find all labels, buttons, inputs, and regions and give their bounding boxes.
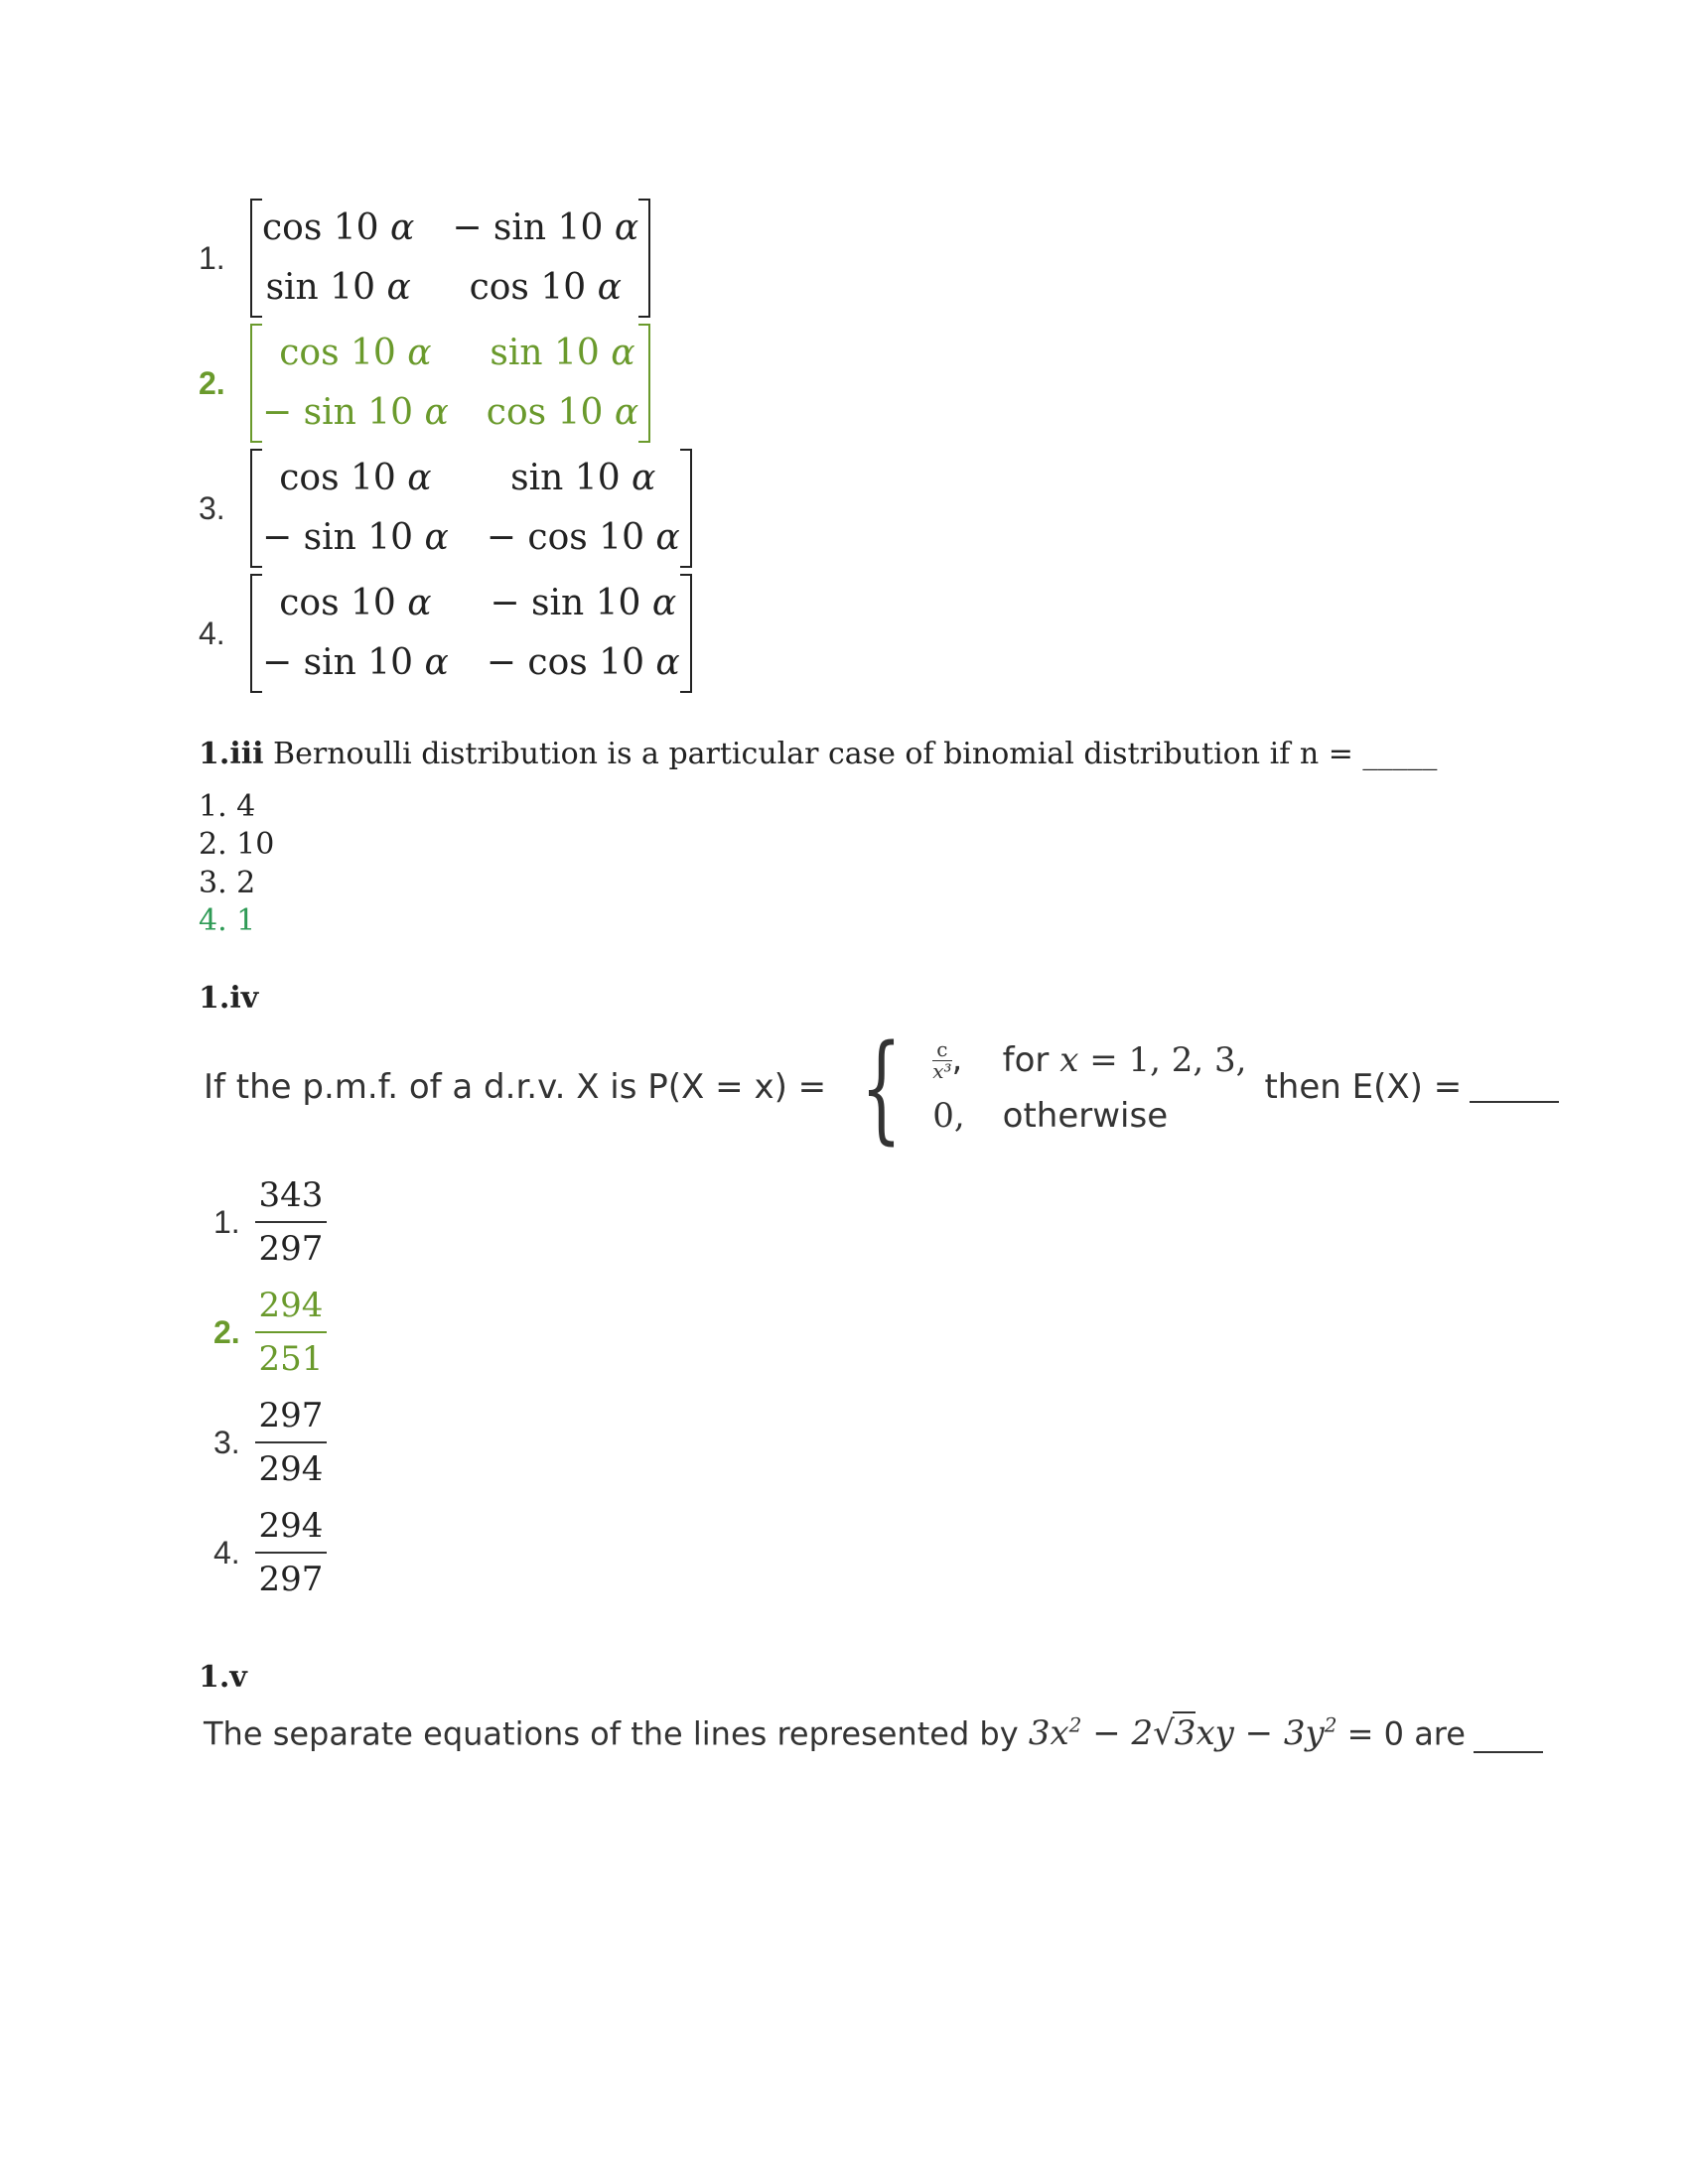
- fraction: $\frac{294}{251}$: [255, 1282, 327, 1383]
- matrix-option-2: [199, 324, 650, 443]
- matrix-cell: cos 10 α: [279, 583, 432, 623]
- option-number: 4.: [213, 1534, 240, 1570]
- matrix-cell: cos 10 α: [279, 458, 432, 498]
- fraction-option-2: [213, 1282, 327, 1383]
- matrix-cell: − sin 10 α: [262, 642, 449, 683]
- case1-value: $\frac{c}{\text{x³}}$ ,: [932, 1036, 963, 1083]
- list-option-4: 4. 1: [199, 903, 256, 938]
- question-number: 1.iii: [199, 737, 264, 771]
- matrix-cell: cos 10 α: [279, 333, 432, 373]
- matrix: [250, 449, 692, 568]
- fraction: $\frac{294}{297}$: [255, 1502, 327, 1603]
- answer-blank: [1474, 1721, 1543, 1753]
- option-number: 4.: [199, 614, 225, 651]
- option-number: 2.: [199, 364, 225, 401]
- matrix-option-1: [199, 199, 650, 318]
- question-text: Bernoulli distribution is a particular case of binomial distribution if n = _____: [263, 737, 1438, 771]
- matrix-cell: cos 10 α: [262, 207, 415, 248]
- question-1iii: [199, 737, 1437, 771]
- case2-value: 0,: [932, 1095, 965, 1136]
- fraction: $\frac{343}{297}$: [255, 1171, 327, 1273]
- list-option-3: 3. 2: [199, 866, 256, 900]
- option-number: 2.: [213, 1313, 240, 1350]
- left-brace: {: [861, 1019, 903, 1156]
- option-number: 1.: [213, 1203, 240, 1240]
- matrix-cell: − cos 10 α: [486, 642, 680, 683]
- list-option-2: 2. 10: [199, 827, 275, 862]
- pmf-suffix: then E(X) =: [1264, 1067, 1463, 1107]
- matrix: [250, 324, 650, 443]
- matrix-cell: sin 10 α: [265, 267, 411, 308]
- matrix-cell: − sin 10 α: [262, 517, 449, 558]
- matrix-cell: − sin 10 α: [490, 583, 677, 623]
- fraction-option-3: [213, 1392, 327, 1493]
- matrix-cell: − sin 10 α: [262, 392, 449, 433]
- option-number: 3.: [199, 489, 225, 526]
- matrix-cell: cos 10 α: [486, 392, 639, 433]
- case2-condition: otherwise: [1002, 1095, 1169, 1136]
- fraction-option-4: [213, 1502, 327, 1603]
- piecewise-cases: [932, 1036, 1247, 1136]
- list-option-1: 1. 4: [199, 789, 256, 824]
- matrix-cell: − sin 10 α: [452, 207, 639, 248]
- answer-blank: [1470, 1071, 1559, 1103]
- question-1v-number: 1.v: [199, 1660, 247, 1695]
- matrix-cell: sin 10 α: [490, 333, 635, 373]
- fraction-option-1: [213, 1171, 327, 1273]
- lines-prefix: The separate equations of the lines represented by: [204, 1714, 1029, 1753]
- matrix-cell: − cos 10 α: [486, 517, 680, 558]
- option-number: 1.: [199, 239, 225, 276]
- matrix: [250, 574, 692, 693]
- equation: $3x^2 - 2√3xy - 3y^2$: [1028, 1713, 1337, 1754]
- matrix: [250, 199, 650, 318]
- question-1iv-number: 1.iv: [199, 981, 259, 1016]
- pmf-prefix: If the p.m.f. of a d.r.v. X is P(X = x) =: [204, 1067, 827, 1107]
- option-number: 3.: [213, 1424, 240, 1460]
- matrix-option-3: [199, 449, 692, 568]
- lines-suffix: = 0 are: [1336, 1714, 1466, 1753]
- case1-condition: for x = 1, 2, 3,: [1002, 1040, 1247, 1080]
- pmf-statement: [204, 1019, 1559, 1156]
- matrix-cell: sin 10 α: [510, 458, 656, 498]
- lines-question: [204, 1713, 1543, 1753]
- matrix-option-4: [199, 574, 692, 693]
- matrix-cell: cos 10 α: [469, 267, 622, 308]
- fraction: $\frac{297}{294}$: [255, 1392, 327, 1493]
